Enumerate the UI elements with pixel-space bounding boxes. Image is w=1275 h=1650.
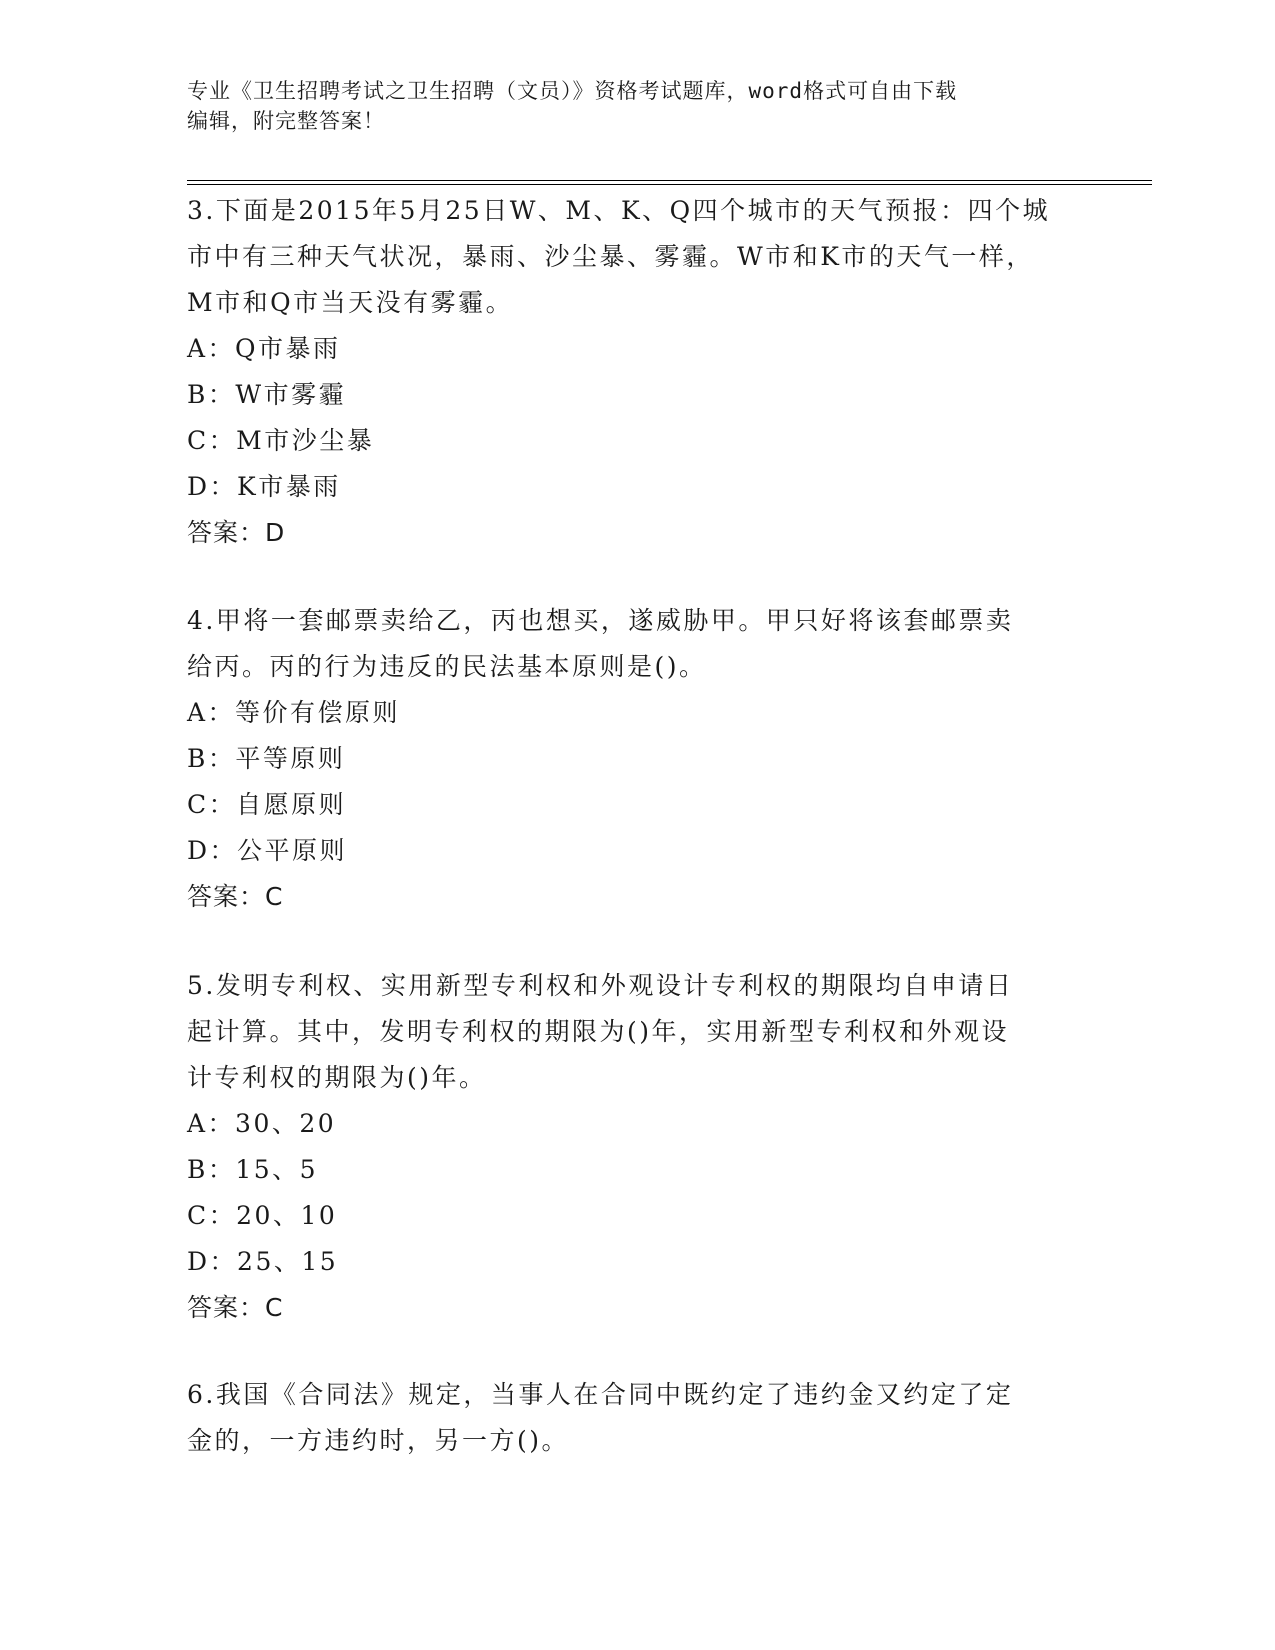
option-b: B：平等原则 (187, 744, 346, 773)
option-c: C：M市沙尘暴 (187, 426, 375, 455)
question-text: 起计算。其中，发明专利权的期限为()年，实用新型专利权和外观设 (187, 1017, 1010, 1046)
header-divider (187, 180, 1152, 181)
option-d: D：公平原则 (187, 836, 348, 865)
option-d: D：25、15 (187, 1247, 339, 1276)
answer: 答案：D (187, 518, 286, 547)
option-d: D：K市暴雨 (187, 472, 341, 501)
question-text: 给丙。丙的行为违反的民法基本原则是()。 (187, 652, 707, 681)
question-4 (187, 598, 1087, 920)
question-text: 3.下面是2015年5月25日W、M、K、Q四个城市的天气预报：四个城 (187, 196, 1051, 225)
header-divider (187, 184, 1152, 185)
answer: 答案：C (187, 882, 284, 911)
header-line: 专业《卫生招聘考试之卫生招聘（文员）》资格考试题库，word格式可自由下载 (187, 79, 958, 103)
question-6 (187, 1372, 1087, 1464)
question-text: 市中有三种天气状况，暴雨、沙尘暴、雾霾。W市和K市的天气一样， (187, 242, 1034, 271)
option-b: B：15、5 (187, 1155, 319, 1184)
option-c: C：20、10 (187, 1201, 338, 1230)
option-a: A：Q市暴雨 (187, 334, 341, 363)
question-3 (187, 188, 1087, 556)
option-a: A：等价有偿原则 (187, 698, 401, 727)
option-c: C：自愿原则 (187, 790, 347, 819)
question-text: 6.我国《合同法》规定，当事人在合同中既约定了违约金又约定了定 (187, 1380, 1014, 1409)
question-text: 4.甲将一套邮票卖给乙，丙也想买，遂威胁甲。甲只好将该套邮票卖 (187, 606, 1014, 635)
answer: 答案：C (187, 1293, 284, 1322)
document-header (187, 76, 1067, 136)
option-b: B：W市雾霾 (187, 380, 347, 409)
option-a: A：30、20 (187, 1109, 337, 1138)
question-text: 5.发明专利权、实用新型专利权和外观设计专利权的期限均自申请日 (187, 971, 1014, 1000)
question-text: M市和Q市当天没有雾霾。 (187, 288, 514, 317)
question-text: 金的，一方违约时，另一方()。 (187, 1426, 570, 1455)
question-text: 计专利权的期限为()年。 (187, 1063, 487, 1092)
question-5 (187, 963, 1087, 1331)
header-line: 编辑，附完整答案！ (187, 109, 385, 133)
